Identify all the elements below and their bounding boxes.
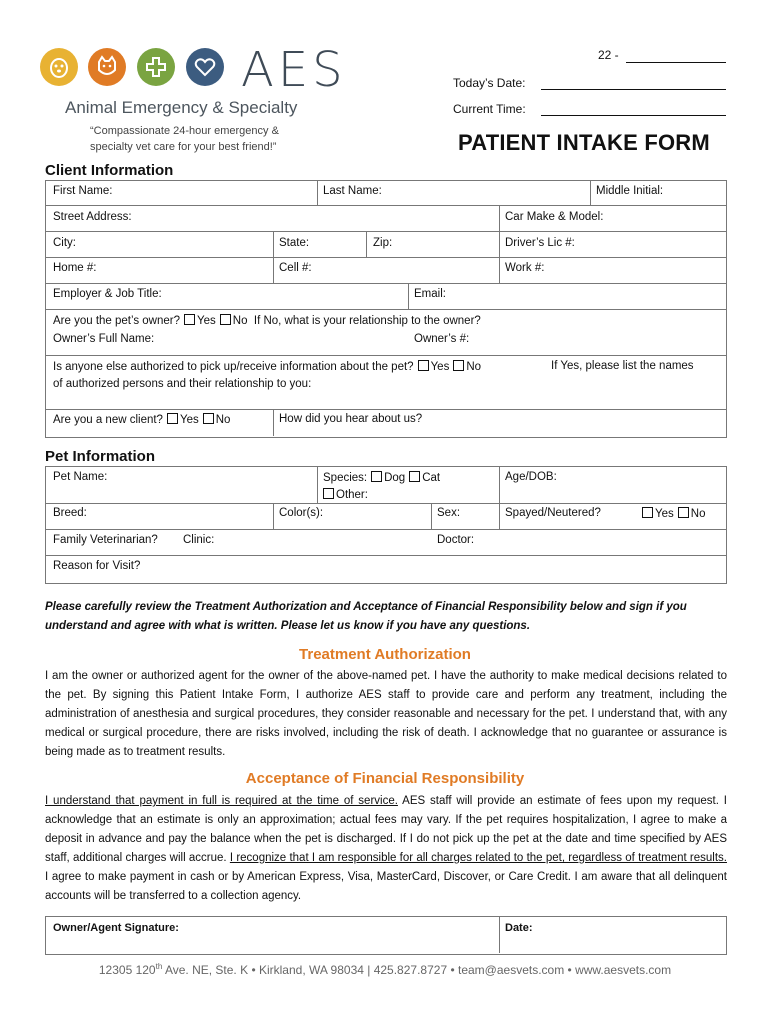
- signature-date-field[interactable]: Date:: [505, 922, 533, 934]
- authorized-list-prompt-2[interactable]: of authorized persons and their relationship to you:: [53, 378, 312, 390]
- todays-date-label: Today’s Date:: [453, 76, 526, 90]
- owner-yes-checkbox[interactable]: [184, 314, 195, 325]
- brand-subtitle: Animal Emergency & Specialty: [65, 98, 298, 117]
- new-client-yes-checkbox[interactable]: [167, 413, 178, 424]
- spayed-neutered-label: Spayed/Neutered?: [505, 507, 601, 519]
- spayed-no-checkbox[interactable]: [678, 507, 689, 518]
- cat-logo-icon: [88, 48, 126, 86]
- first-name-field[interactable]: First Name:: [53, 185, 113, 197]
- new-client-question: Are you a new client? Yes No: [53, 414, 231, 426]
- reason-for-visit-field[interactable]: Reason for Visit?: [53, 560, 141, 572]
- form-number-label: 22 -: [598, 48, 619, 62]
- medical-cross-icon: [137, 48, 175, 86]
- pet-name-field[interactable]: Pet Name:: [53, 471, 108, 483]
- sex-field[interactable]: Sex:: [437, 507, 461, 519]
- treatment-body: I am the owner or authorized agent for the owner of the above-named pet. I have the authority to make medical decisions related to the pet. By signing this Patient Intake Form, I authorize AES staff to provide care and perform any treatment, including the administration of anesthesia and surgical procedures, they consider reasonable and necessary for the pet. I understand that, with any medical or surgical procedure, there are risks involved, including the risk of death. I acknowledge that no guarantee or assurance is being made as to treatment results.: [45, 670, 727, 758]
- last-name-field[interactable]: Last Name:: [323, 185, 382, 197]
- species-dog-checkbox[interactable]: [371, 471, 382, 482]
- footer-contact: 12305 120th Ave. NE, Ste. K • Kirkland, WA 98034 | 425.827.8727 • team@aesvets.com • www.aesvets.com: [98, 962, 672, 977]
- current-time-field[interactable]: [541, 115, 726, 116]
- owner-full-name-field[interactable]: Owner’s Full Name:: [53, 333, 155, 345]
- current-time-label: Current Time:: [453, 102, 526, 116]
- street-address-field[interactable]: Street Address:: [53, 211, 132, 223]
- heart-icon: [186, 48, 224, 86]
- zip-field[interactable]: Zip:: [373, 237, 393, 249]
- review-notice: Please carefully review the Treatment Authorization and Acceptance of Financial Responsibility below and sign if you understand and agree with what is written. Please let us know if you have any questions.: [45, 601, 687, 632]
- breed-field[interactable]: Breed:: [53, 507, 87, 519]
- cell-phone-field[interactable]: Cell #:: [279, 262, 312, 274]
- colors-field[interactable]: Color(s):: [279, 507, 324, 519]
- age-dob-field[interactable]: Age/DOB:: [505, 471, 557, 483]
- spayed-yes-checkbox[interactable]: [642, 507, 653, 518]
- client-info-heading: Client Information: [45, 162, 174, 179]
- authorized-yes-checkbox[interactable]: [418, 360, 429, 371]
- drivers-license-field[interactable]: Driver’s Lic #:: [505, 237, 575, 249]
- treatment-heading: Treatment Authorization: [299, 646, 471, 663]
- authorized-persons-question: Is anyone else authorized to pick up/receive information about the pet? Yes No: [53, 361, 482, 373]
- form-number-field[interactable]: [626, 62, 726, 63]
- pet-owner-question: Are you the pet’s owner? Yes No If No, what is your relationship to the owner?: [53, 315, 481, 327]
- dog-logo-icon: [40, 48, 78, 86]
- family-vet-label: Family Veterinarian?: [53, 534, 158, 546]
- owner-signature-field[interactable]: Owner/Agent Signature:: [53, 922, 179, 934]
- authorized-list-prompt: If Yes, please list the names: [551, 360, 694, 372]
- middle-initial-field[interactable]: Middle Initial:: [596, 185, 664, 197]
- spayed-options: Yes No: [638, 507, 705, 520]
- authorized-no-checkbox[interactable]: [453, 360, 464, 371]
- species-field: Species: Dog Cat: [323, 472, 441, 484]
- hear-about-us-field[interactable]: How did you hear about us?: [279, 413, 423, 425]
- todays-date-field[interactable]: [541, 89, 726, 90]
- pet-info-heading: Pet Information: [45, 448, 156, 465]
- owner-number-field[interactable]: Owner’s #:: [414, 333, 470, 345]
- work-phone-field[interactable]: Work #:: [505, 262, 545, 274]
- home-phone-field[interactable]: Home #:: [53, 262, 97, 274]
- state-field[interactable]: State:: [279, 237, 310, 249]
- species-other-checkbox[interactable]: [323, 488, 334, 499]
- doctor-field[interactable]: Doctor:: [437, 534, 475, 546]
- clinic-field[interactable]: Clinic:: [183, 534, 215, 546]
- owner-no-checkbox[interactable]: [220, 314, 231, 325]
- email-field[interactable]: Email:: [414, 288, 446, 300]
- form-title: PATIENT INTAKE FORM: [458, 130, 710, 155]
- new-client-no-checkbox[interactable]: [203, 413, 214, 424]
- financial-heading: Acceptance of Financial Responsibility: [245, 770, 525, 787]
- brand-name: AES: [241, 42, 347, 98]
- city-field[interactable]: City:: [53, 237, 76, 249]
- brand-tagline: “Compassionate 24-hour emergency & specialty vet care for your best friend!”: [90, 125, 279, 153]
- employer-field[interactable]: Employer & Job Title:: [53, 288, 162, 300]
- financial-body: I understand that payment in full is required at the time of service. AES staff will provide an estimate of fees upon my request. I acknowledge that an estimate is only an approximation; actual fees may vary. If the pet requires hospitalization, I agree to make a deposit in advance and pay the balance when the pet is discharged. If I do not pick up the pet at the date and time specified by AES staff, additional charges will accrue. I recognize that I am responsible for all charges related to the pet, regardless of treatment results. I agree to make payment in cash or by American Express, Visa, MasterCard, Discover, or Care Credit. I am aware that all delinquent accounts will be transferred to a collection agency.: [45, 795, 727, 902]
- car-make-model-field[interactable]: Car Make & Model:: [505, 211, 604, 223]
- species-cat-checkbox[interactable]: [409, 471, 420, 482]
- species-other-field[interactable]: Other:: [319, 488, 368, 501]
